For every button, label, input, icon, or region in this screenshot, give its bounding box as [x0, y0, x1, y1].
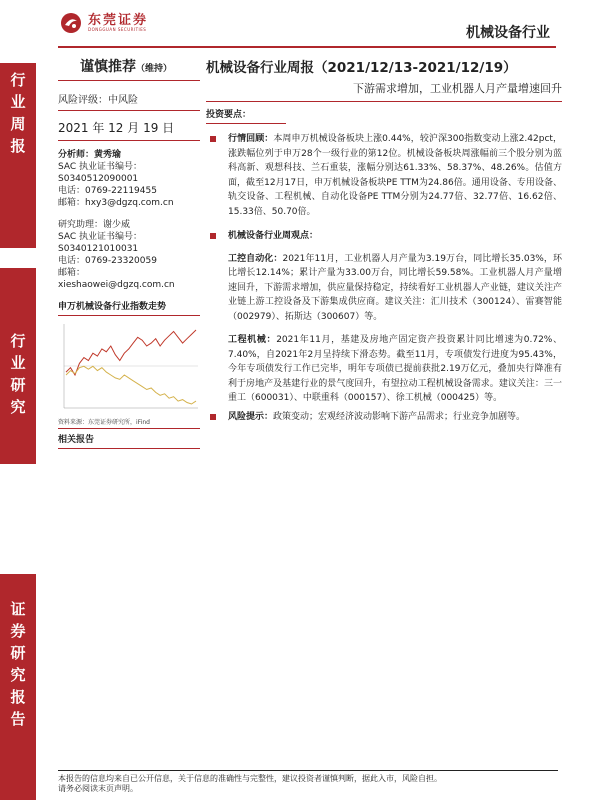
construction-head: 工程机械：: [228, 335, 277, 345]
assistant-line: S0340121010031: [58, 244, 139, 254]
rating: 谨慎推荐（维持）: [58, 56, 200, 81]
report-title: 机械设备行业周报（2021/12/13-2021/12/19）: [206, 60, 517, 76]
index-trend-chart: [58, 318, 200, 414]
construction-machinery-section: [206, 333, 562, 406]
chart-source: 资料来源：东莞证券研究所，iFind: [58, 417, 200, 429]
market-review: [206, 132, 562, 219]
risk-rating: 风险评级：中风险: [58, 91, 200, 111]
related-reports-heading: 相关报告: [58, 432, 200, 449]
logo-icon: [60, 12, 82, 34]
disclaimer-footer: [58, 770, 558, 794]
left-column: [58, 56, 200, 449]
key-points-heading: 投资要点：: [206, 107, 286, 124]
sidebar-tag-weekly: 行业周报: [0, 63, 36, 248]
sidebar-tag-research: 行业研究: [0, 268, 36, 464]
disclaimer-line: 本报告的信息均来自已公开信息，关于信息的准确性与完整性，建议投资者谨慎判断，据此入市，风险自担。: [58, 774, 442, 783]
analyst-line: 邮箱：hxy3@dgzq.com.cn: [58, 198, 174, 208]
risk-warning-head: 风险提示：: [228, 411, 274, 422]
weekly-view-heading: 机械设备行业周观点：: [206, 229, 562, 244]
assistant-line: 电话：0769-23320059: [58, 256, 157, 266]
risk-warning-text: 政策变动；宏观经济波动影响下游产品需求；行业竞争加剧等。: [273, 411, 526, 422]
main-content: [206, 56, 562, 424]
risk-warning: [206, 410, 562, 425]
assistant-info: [58, 219, 200, 291]
assistant-line: SAC 执业证书编号：: [58, 232, 143, 242]
analyst-line: S0340512090001: [58, 174, 139, 184]
report-date: 2021 年 12 月 19 日: [58, 119, 200, 141]
assistant-line: 邮箱：: [58, 268, 86, 278]
analyst-info: [58, 149, 200, 209]
assistant-line: 研究助理：谢少威: [58, 220, 131, 230]
page-header: [0, 0, 600, 48]
analyst-line: 分析师：黄秀瑜: [58, 150, 122, 160]
company-logo: [60, 12, 148, 34]
market-review-text: 本周申万机械设备板块上涨0.44%，较沪深300指数变动上涨2.42pct，涨跌幅位列于申万28个一级行业的第12位。机械设备板块周涨幅前三个股分别为蓝科高新、观想科技、兰石重装，涨幅分别达61.33%、58.37%、48.26%。估值方面，截至12月17日，申万机械设备板块PE TTM为24.86倍。通用设备、专用设备、轨交设备、工程机械、自动化设备PE TTM分别为24.77倍、32.77倍、16.62倍、15.33倍、50.70倍。: [228, 134, 562, 217]
construction-text: 2021年11月，基建及房地产固定资产投资累计同比增速为0.72%、7.40%，自2021年2月呈持续下滑态势。截至11月，专项债发行进度为95.43%，今年专项债发行工作已完毕，明年专项债已提前获批2.19万亿元，叠加央行降准有利于房地产及基建行业的景气度回升，有望拉动工程机械设备需求。建议关注：三一重工（600031）、中联重科（000157）、徐工机械（000425）等。: [228, 335, 562, 403]
industry-label: 机械设备行业: [466, 25, 550, 41]
analyst-line: SAC 执业证书编号：: [58, 162, 143, 172]
report-subtitle: 下游需求增加，工业机器人月产量增速回升: [206, 80, 562, 102]
analyst-line: 电话：0769-22119455: [58, 186, 157, 196]
automation-head: 工控自动化：: [228, 253, 283, 264]
sidebar-tag-report: 证券研究报告: [0, 574, 36, 800]
chart-series-line-1: [66, 366, 196, 404]
assistant-line: xieshaowei@dgzq.com.cn: [58, 280, 175, 290]
disclaimer-line: 请务必阅读末页声明。: [58, 784, 138, 793]
logo-name-en: DONGGUAN SECURITIES: [88, 27, 147, 32]
rating-note: （维持）: [136, 64, 173, 74]
market-review-head: 行情回顾：: [228, 134, 274, 144]
automation-section: [206, 252, 562, 325]
chart-title: 申万机械设备行业指数走势: [58, 299, 200, 316]
header-divider: [58, 46, 556, 48]
chart-series-line-0: [66, 330, 196, 375]
automation-text: 2021年11月，工业机器人月产量为3.19万台，同比增长35.03%，环比增长12.14%；累计产量为33.00万台，同比增长59.58%。工业机器人月产量增速回升，下游需求增加，供应量保持稳定，持续看好工业机器人产业链，建议关注产业链上游工控设备及下游集成供应商。建议关注：汇川技术（300124）、雷赛智能（002979）、拓斯达（300607）等。: [228, 253, 562, 322]
logo-name: 东莞证券: [88, 13, 149, 28]
